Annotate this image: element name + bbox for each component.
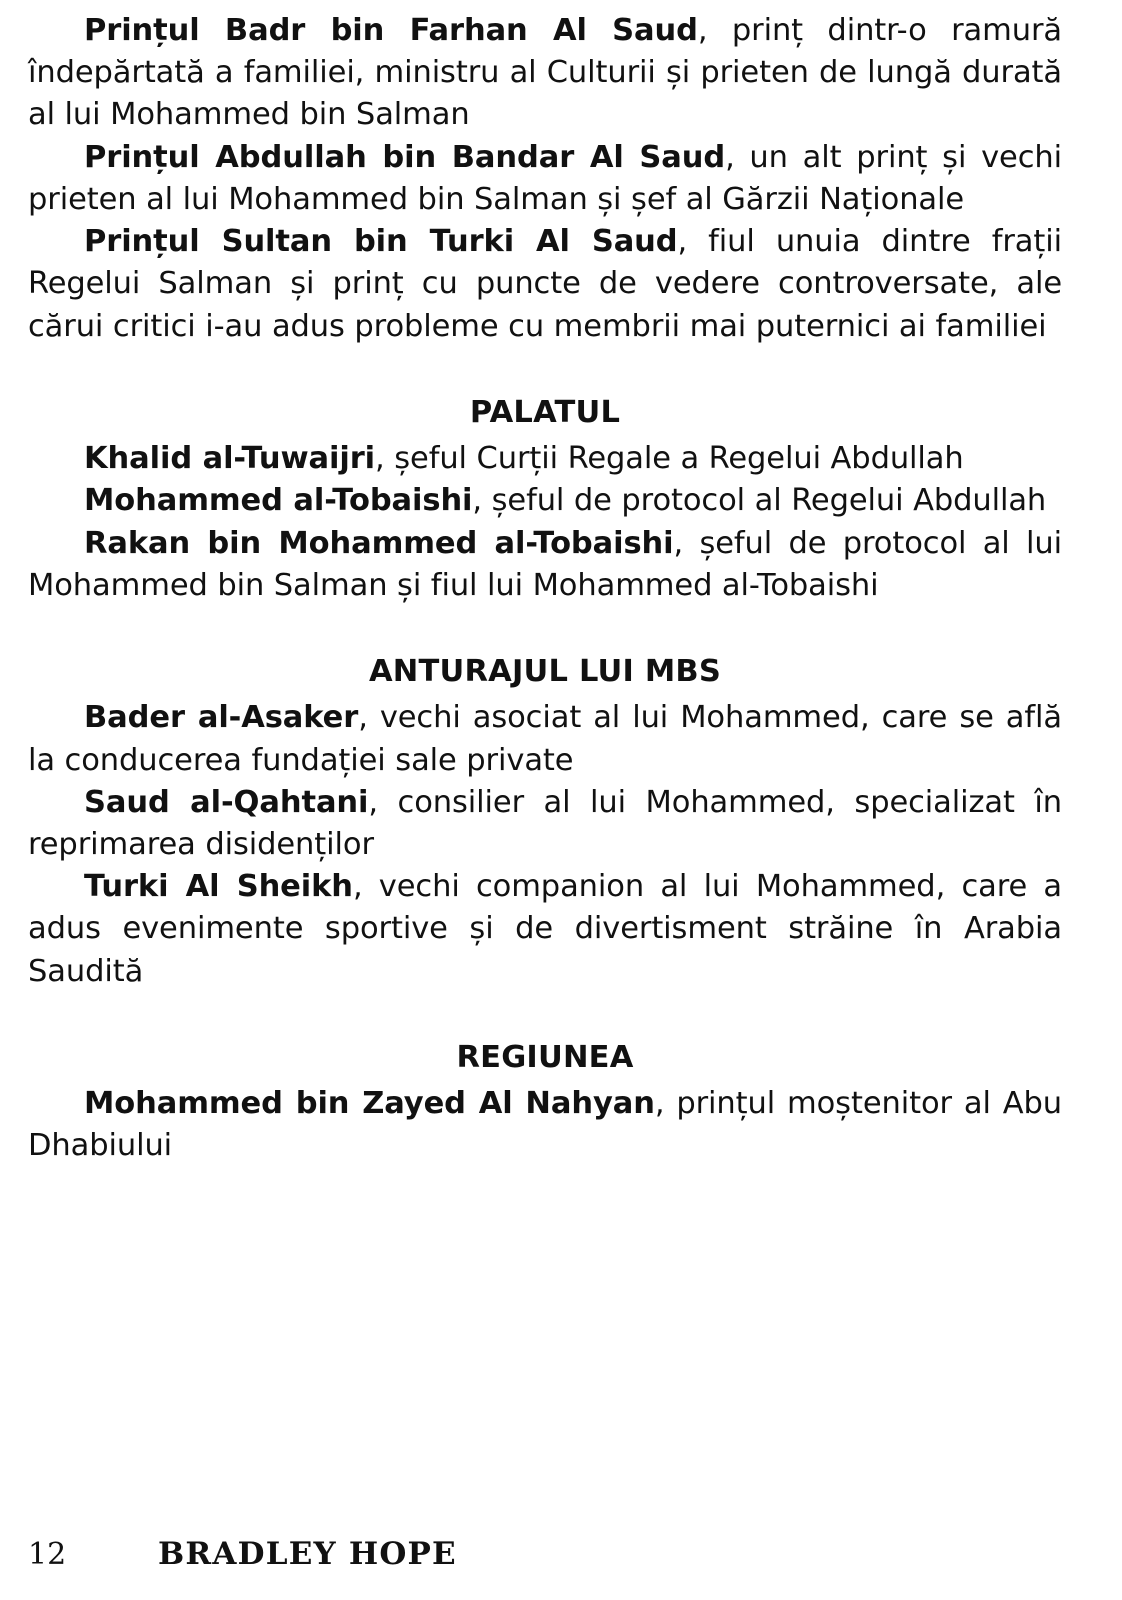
section-heading-anturajul-lui-mbs: ANTURAJUL LUI MBS [368, 654, 721, 690]
section-spacer [28, 993, 1062, 1037]
entry-name: Rakan bin Mohammed al-Tobaishi [84, 525, 674, 561]
entry-description: , prinț dintr-o ramură îndepărtată a familiei, ministru al Culturii și prieten de lungă durată al lui Mohammed bin Salman [28, 13, 1062, 133]
entry-abdullah-bin-bandar [28, 137, 1062, 221]
entry-description: , șeful Curții Regale a Regelui Abdullah [375, 441, 964, 477]
entry-rakan-bin-mohammed-al-tobaishi [28, 523, 1062, 607]
page-footer [28, 1536, 1062, 1572]
entry-name: Mohammed bin Zayed Al Nahyan [84, 1086, 655, 1122]
entry-mohammed-bin-zayed [28, 1083, 1062, 1167]
page-number: 12 [28, 1537, 67, 1572]
entry-description: , vechi asociat al lui Mohammed, care se află la conducerea fundației sale private [28, 700, 1062, 778]
entry-name: Turki Al Sheikh [84, 869, 353, 905]
entry-name: Bader al-Asaker [84, 700, 359, 736]
entry-name: Saud al-Qahtani [84, 784, 369, 820]
section-spacer [28, 607, 1062, 651]
entry-description: , consilier al lui Mohammed, specializat în reprimarea disidenților [28, 784, 1062, 862]
entry-name: Mohammed al-Tobaishi [84, 483, 473, 519]
page-body [28, 10, 1062, 1168]
entry-description: , prințul moștenitor al Abu Dhabiului [28, 1086, 1062, 1164]
entry-saud-al-qahtani [28, 782, 1062, 866]
entry-mohammed-al-tobaishi [28, 480, 1062, 522]
running-head-author: BRADLEY HOPE [158, 1536, 457, 1572]
entry-name: Prințul Abdullah bin Bandar Al Saud [84, 139, 726, 175]
entry-description: , șeful de protocol al Regelui Abdullah [472, 483, 1047, 519]
entry-name: Prințul Badr bin Farhan Al Saud [84, 13, 698, 48]
entry-name: Prințul Sultan bin Turki Al Saud [84, 224, 678, 260]
section-heading-palatul: PALATUL [469, 394, 621, 430]
section-heading-regiunea: REGIUNEA [456, 1039, 634, 1075]
entry-description: , șeful de protocol al lui Mohammed bin Salman și fiul lui Mohammed al-Tobaishi [28, 525, 1062, 603]
entry-name: Khalid al-Tuwaijri [84, 441, 376, 477]
entry-badr-bin-farhan [28, 10, 1062, 137]
entry-khalid-al-tuwaijri [28, 438, 1062, 480]
section-spacer [28, 348, 1062, 392]
entry-sultan-bin-turki [28, 221, 1062, 348]
entry-description: , fiul unuia dintre frații Regelui Salman și prinț cu puncte de vedere controversate, ale cărui critici i-au adus probleme cu membrii mai puternici ai familiei [28, 224, 1062, 344]
entry-turki-al-sheikh [28, 866, 1062, 993]
entry-description: , vechi companion al lui Mohammed, care a adus evenimente sportive și de divertisment străine în Arabia Saudită [28, 869, 1062, 989]
entry-bader-al-asaker [28, 697, 1062, 781]
entry-description: , un alt prinț și vechi prieten al lui Mohammed bin Salman și șef al Gărzii Naționale [28, 139, 1062, 217]
